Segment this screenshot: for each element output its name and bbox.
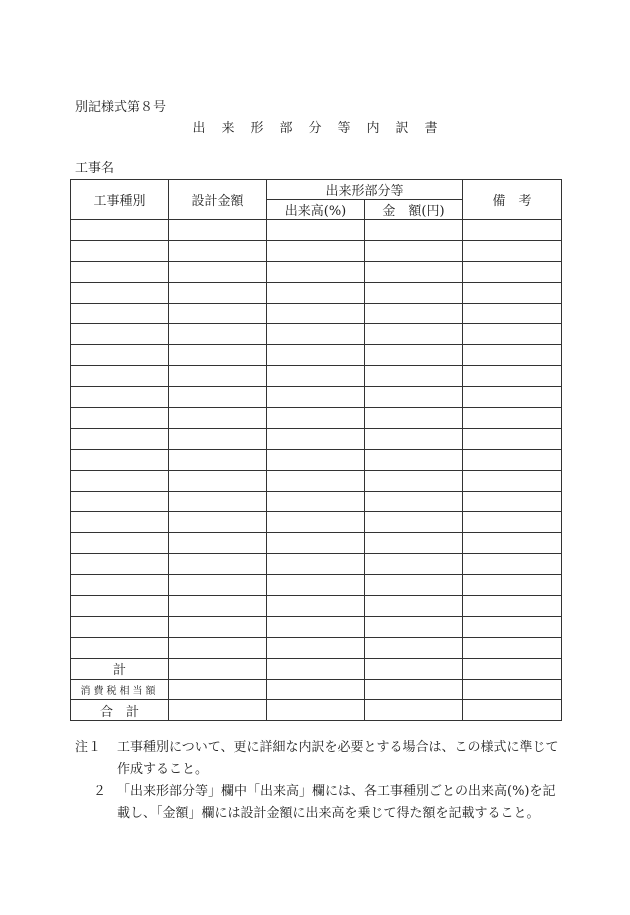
table-row — [71, 449, 562, 470]
table-cell[interactable] — [365, 533, 463, 554]
table-cell[interactable] — [267, 575, 365, 596]
table-cell[interactable] — [71, 240, 169, 261]
table-cell[interactable] — [267, 408, 365, 429]
table-cell[interactable] — [365, 616, 463, 637]
table-cell[interactable] — [71, 637, 169, 658]
table-cell[interactable] — [71, 366, 169, 387]
table-cell[interactable] — [267, 240, 365, 261]
table-cell[interactable] — [365, 637, 463, 658]
table-cell[interactable] — [365, 366, 463, 387]
table-cell[interactable] — [463, 616, 562, 637]
project-name-label: 工事名 — [75, 161, 115, 176]
table-cell[interactable] — [463, 491, 562, 512]
table-cell[interactable] — [463, 303, 562, 324]
table-cell[interactable] — [267, 324, 365, 345]
table-cell[interactable] — [71, 282, 169, 303]
table-cell[interactable] — [365, 261, 463, 282]
table-cell[interactable] — [463, 596, 562, 617]
table-cell[interactable] — [365, 575, 463, 596]
table-cell[interactable] — [463, 240, 562, 261]
table-cell[interactable] — [365, 449, 463, 470]
table-cell[interactable] — [169, 658, 267, 679]
table-cell[interactable] — [267, 282, 365, 303]
table-cell[interactable] — [267, 491, 365, 512]
table-row — [71, 512, 562, 533]
table-cell[interactable] — [267, 512, 365, 533]
note-mark: 注１ — [75, 740, 102, 755]
note-item — [75, 737, 565, 781]
table-cell[interactable] — [365, 303, 463, 324]
table-cell[interactable] — [169, 700, 267, 721]
header-progress-rate: 出来高(%) — [267, 200, 365, 220]
breakdown-table — [70, 179, 562, 721]
table-cell[interactable] — [365, 658, 463, 679]
table-cell[interactable] — [71, 220, 169, 241]
table-cell[interactable] — [169, 282, 267, 303]
table-cell[interactable] — [71, 470, 169, 491]
table-cell[interactable] — [267, 554, 365, 575]
table-row — [71, 366, 562, 387]
table-cell[interactable] — [169, 345, 267, 366]
table-row — [71, 428, 562, 449]
grand-total-row — [71, 700, 562, 721]
table-row — [71, 554, 562, 575]
table-cell[interactable] — [463, 261, 562, 282]
tax-label: 消費税相当額 — [71, 679, 169, 700]
table-cell[interactable] — [267, 261, 365, 282]
table-cell[interactable] — [365, 596, 463, 617]
table-cell[interactable] — [169, 679, 267, 700]
table-cell[interactable] — [267, 533, 365, 554]
table-cell[interactable] — [267, 637, 365, 658]
note-text: 工事種別について、更に詳細な内訳を必要とする場合は、この様式に準じて作成すること。 — [117, 740, 559, 777]
table-cell[interactable] — [463, 512, 562, 533]
table-cell[interactable] — [169, 637, 267, 658]
table-row — [71, 616, 562, 637]
table-cell[interactable] — [267, 679, 365, 700]
table-cell[interactable] — [267, 470, 365, 491]
table-cell[interactable] — [463, 637, 562, 658]
subtotal-label: 計 — [71, 658, 169, 679]
table-cell[interactable] — [71, 449, 169, 470]
table-cell[interactable] — [463, 408, 562, 429]
table-cell[interactable] — [463, 387, 562, 408]
table-cell[interactable] — [169, 324, 267, 345]
table-cell[interactable] — [463, 679, 562, 700]
table-cell[interactable] — [71, 408, 169, 429]
table-cell[interactable] — [169, 261, 267, 282]
page-title: 出来形部分等内訳書 — [192, 121, 454, 136]
table-row — [71, 596, 562, 617]
table-cell[interactable] — [267, 596, 365, 617]
table-cell[interactable] — [71, 303, 169, 324]
table-cell[interactable] — [463, 428, 562, 449]
table-cell[interactable] — [71, 575, 169, 596]
table-cell[interactable] — [71, 428, 169, 449]
table-cell[interactable] — [463, 345, 562, 366]
table-cell[interactable] — [267, 366, 365, 387]
table-row — [71, 387, 562, 408]
table-cell[interactable] — [169, 220, 267, 241]
table-row — [71, 324, 562, 345]
table-cell[interactable] — [365, 700, 463, 721]
table-cell[interactable] — [71, 261, 169, 282]
header-design-amount: 設計金額 — [169, 180, 267, 220]
table-cell[interactable] — [463, 282, 562, 303]
table-cell[interactable] — [365, 679, 463, 700]
table-cell[interactable] — [169, 554, 267, 575]
table-cell[interactable] — [463, 449, 562, 470]
table-cell[interactable] — [365, 428, 463, 449]
note-mark: ２ — [93, 784, 107, 799]
table-cell[interactable] — [267, 700, 365, 721]
form-number: 別記様式第８号 — [75, 100, 167, 115]
table-cell[interactable] — [169, 449, 267, 470]
note-item — [75, 781, 565, 825]
table-cell[interactable] — [463, 324, 562, 345]
table-cell[interactable] — [169, 616, 267, 637]
table-cell[interactable] — [365, 408, 463, 429]
table-cell[interactable] — [463, 533, 562, 554]
table-cell[interactable] — [365, 345, 463, 366]
table-row — [71, 261, 562, 282]
table-cell[interactable] — [71, 345, 169, 366]
table-cell[interactable] — [267, 616, 365, 637]
table-row — [71, 220, 562, 241]
header-remarks: 備 考 — [463, 180, 562, 220]
notes — [75, 737, 565, 825]
table-cell[interactable] — [365, 512, 463, 533]
table-cell[interactable] — [267, 387, 365, 408]
table-cell[interactable] — [169, 533, 267, 554]
table-cell[interactable] — [169, 596, 267, 617]
table-cell[interactable] — [169, 491, 267, 512]
table-cell[interactable] — [463, 554, 562, 575]
table-cell[interactable] — [267, 449, 365, 470]
table-cell[interactable] — [169, 366, 267, 387]
table-cell[interactable] — [71, 512, 169, 533]
table-row — [71, 470, 562, 491]
table-cell[interactable] — [71, 533, 169, 554]
table-cell[interactable] — [71, 554, 169, 575]
subtotal-row — [71, 658, 562, 679]
table-cell[interactable] — [365, 470, 463, 491]
table-cell[interactable] — [267, 428, 365, 449]
table-row — [71, 533, 562, 554]
table-row — [71, 491, 562, 512]
table-cell[interactable] — [169, 428, 267, 449]
table-cell[interactable] — [169, 303, 267, 324]
table-row — [71, 637, 562, 658]
table-cell[interactable] — [71, 324, 169, 345]
table-cell[interactable] — [169, 408, 267, 429]
header-progress-amount: 金 額(円) — [365, 200, 463, 220]
table-cell[interactable] — [365, 282, 463, 303]
table-cell[interactable] — [169, 512, 267, 533]
table-cell[interactable] — [169, 470, 267, 491]
table-cell[interactable] — [71, 596, 169, 617]
table-row — [71, 408, 562, 429]
grand-total-label: 合 計 — [71, 700, 169, 721]
table-cell[interactable] — [463, 700, 562, 721]
header-work-type: 工事種別 — [71, 180, 169, 220]
table-cell[interactable] — [267, 303, 365, 324]
table-cell[interactable] — [463, 366, 562, 387]
table-cell[interactable] — [71, 491, 169, 512]
table-cell[interactable] — [267, 345, 365, 366]
table-row — [71, 575, 562, 596]
table-row — [71, 345, 562, 366]
table-cell[interactable] — [267, 658, 365, 679]
table-row — [71, 240, 562, 261]
table-cell[interactable] — [365, 387, 463, 408]
note-text: 「出来形部分等」欄中「出来高」欄には、各工事種別ごとの出来高(%)を記載し、「金額」欄には設計金額に出来高を乗じて得た額を記載すること。 — [117, 784, 556, 821]
header-progress-group: 出来形部分等 — [267, 180, 463, 200]
table-cell[interactable] — [463, 220, 562, 241]
table-cell[interactable] — [463, 575, 562, 596]
tax-row — [71, 679, 562, 700]
table-cell[interactable] — [463, 470, 562, 491]
table-cell[interactable] — [463, 658, 562, 679]
table-cell[interactable] — [365, 240, 463, 261]
table-body — [71, 220, 562, 659]
table-cell[interactable] — [365, 220, 463, 241]
table-cell[interactable] — [365, 324, 463, 345]
table-cell[interactable] — [365, 491, 463, 512]
table-cell[interactable] — [169, 575, 267, 596]
table-cell[interactable] — [71, 616, 169, 637]
table-cell[interactable] — [267, 220, 365, 241]
table-row — [71, 303, 562, 324]
table-cell[interactable] — [169, 387, 267, 408]
table-cell[interactable] — [169, 240, 267, 261]
table-cell[interactable] — [71, 387, 169, 408]
table-cell[interactable] — [365, 554, 463, 575]
table-row — [71, 282, 562, 303]
